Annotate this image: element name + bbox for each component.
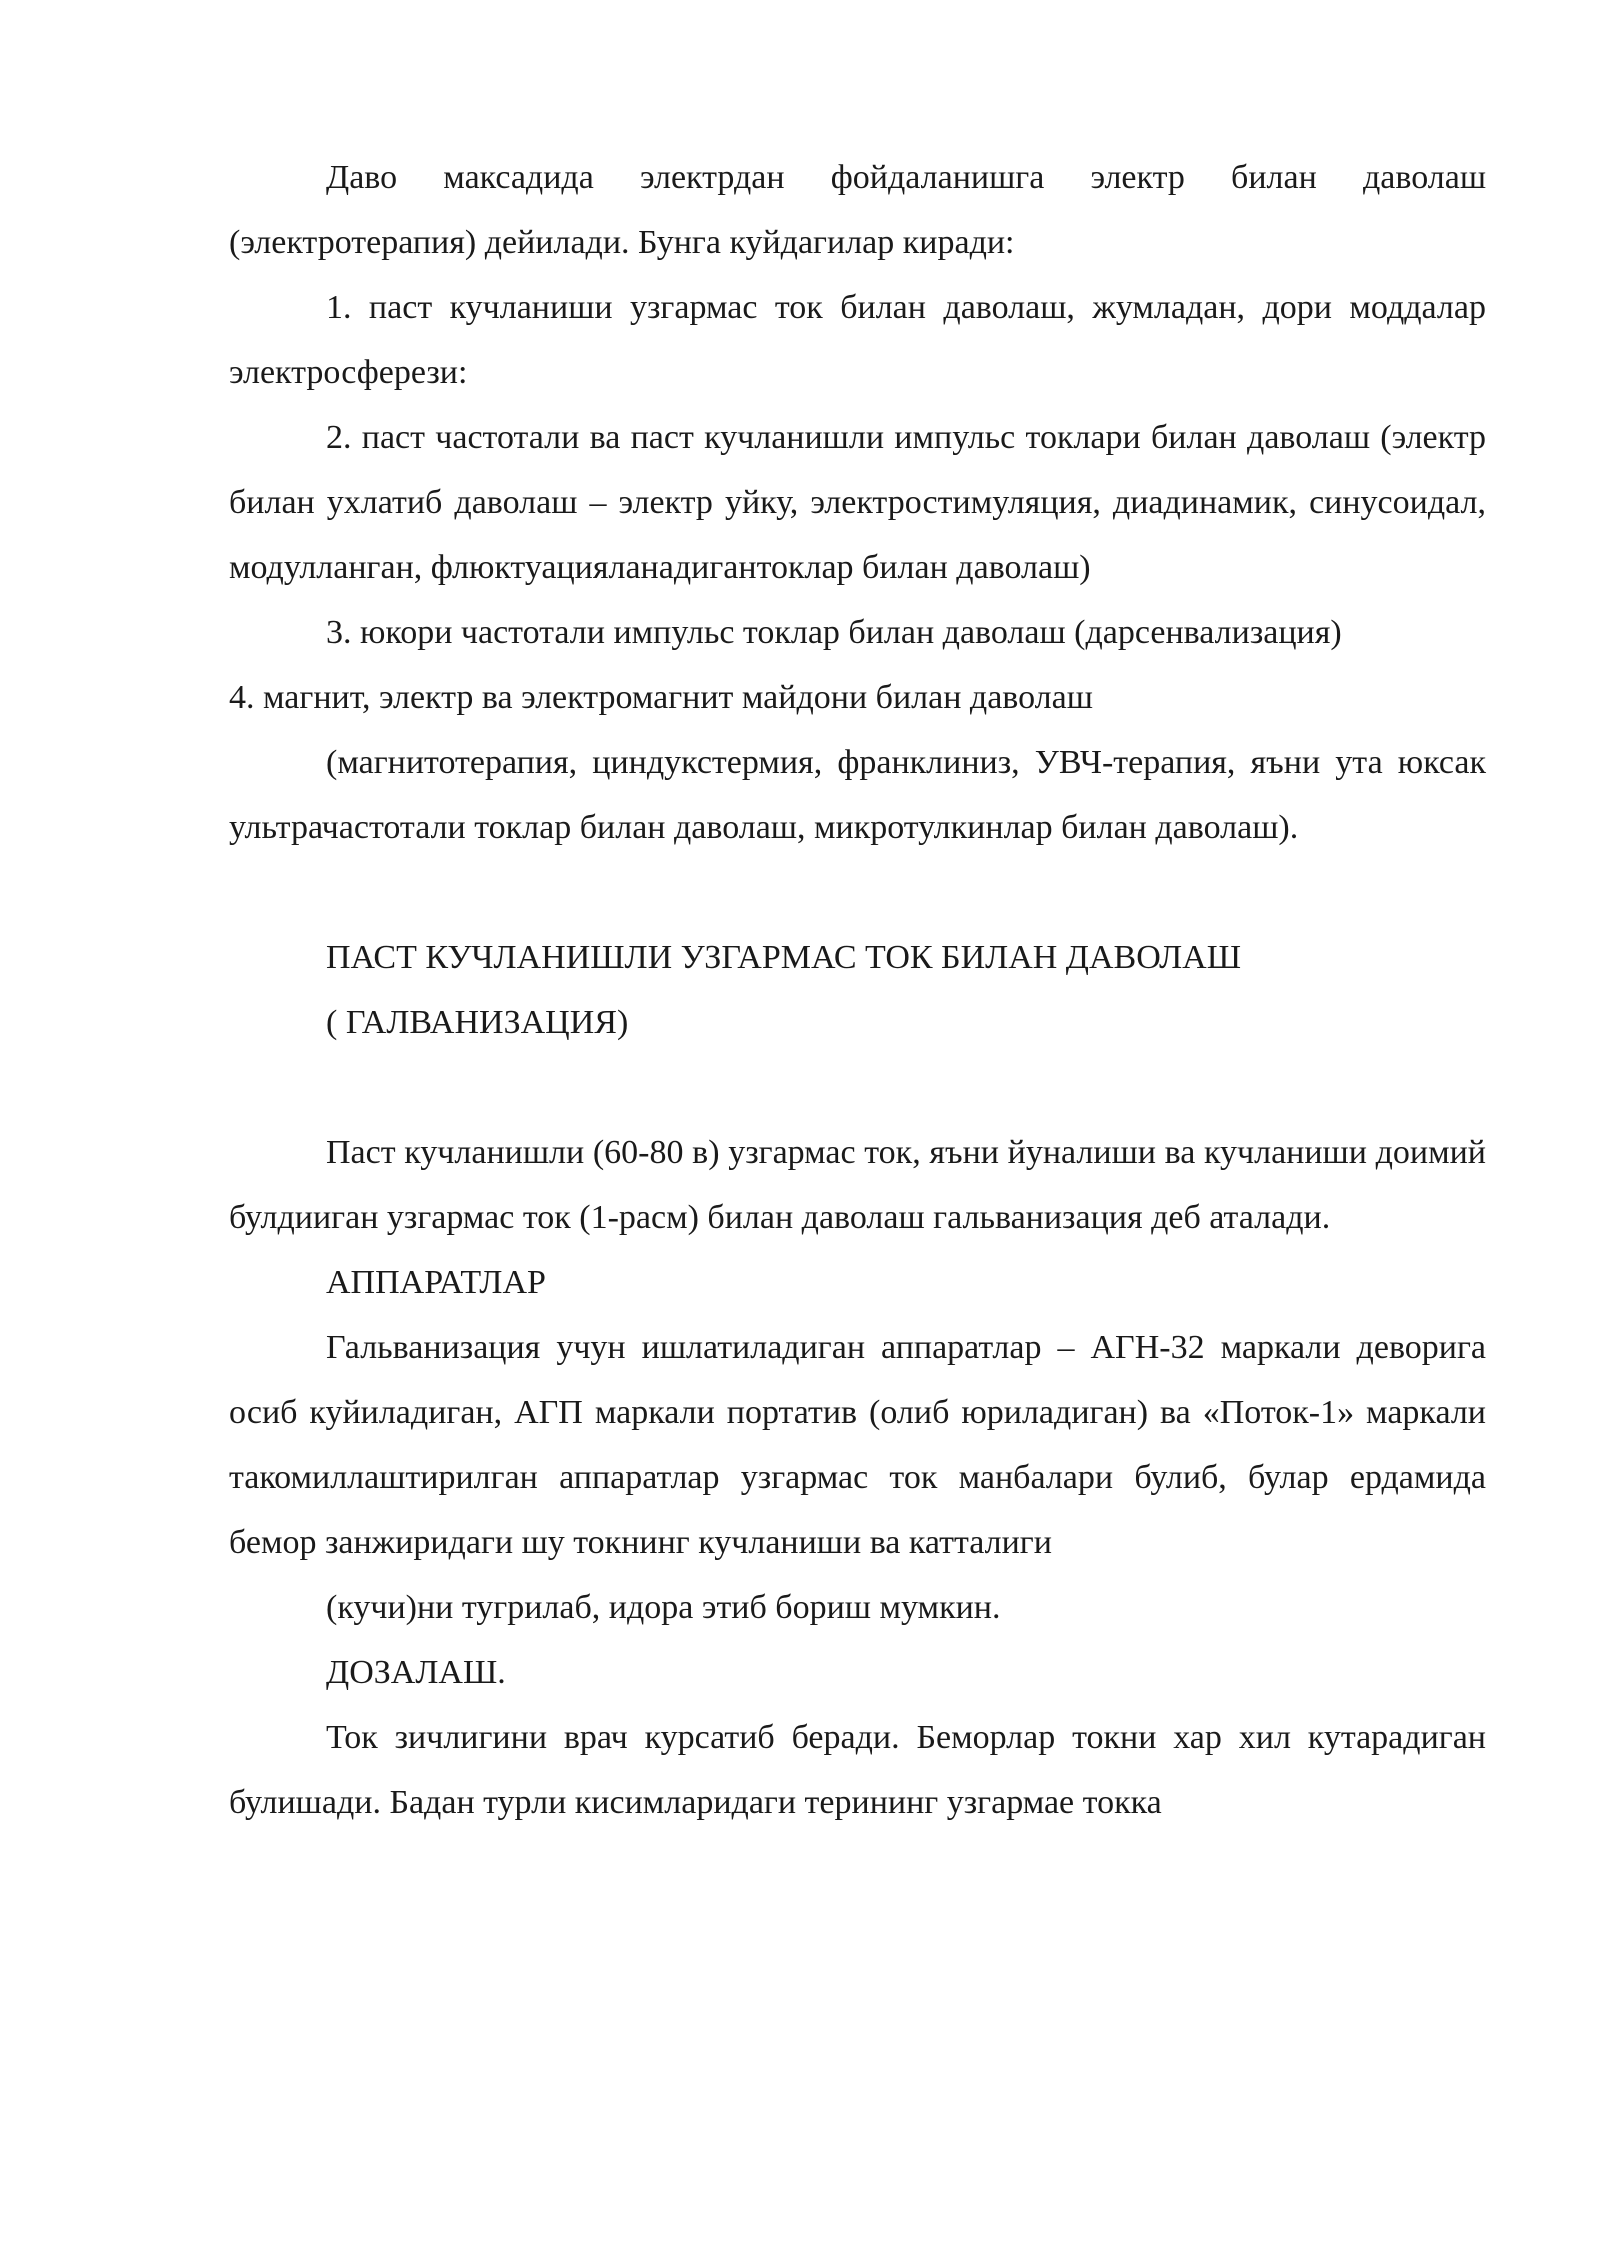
spacer: [229, 1055, 1486, 1120]
document-body: [229, 145, 1486, 1835]
apparatus-paragraph-continuation: (кучи)ни тугрилаб, идора этиб бориш мумкин.: [326, 1589, 1001, 1626]
intro-paragraph: Даво максадида электрдан фойдаланишга электр билан даволаш (электротерапия) дейилади. Бунга куйдагилар киради:: [229, 159, 1486, 261]
apparatus-heading: АППАРАТЛАР: [326, 1264, 546, 1301]
spacer: [229, 860, 1486, 925]
dosage-paragraph: Ток зичлигини врач курсатиб беради. Беморлар токни хар хил кутарадиган булишади. Бадан турли кисимларидаги терининг узгармае токка: [229, 1719, 1486, 1821]
galvanization-paragraph: Паст кучланишли (60-80 в) узгармас ток, яъни йуналиши ва кучланиши доимий булдииган узгармас ток (1-расм) билан даволаш гальванизация деб аталади.: [229, 1134, 1486, 1236]
apparatus-paragraph: Гальванизация учун ишлатиладиган аппаратлар – АГН-32 маркали деворига осиб куйиладиган, АГП маркали портатив (олиб юриладиган) ва «Поток-1» маркали такомиллаштирилган аппаратлар узгармас ток манбалари булиб, булар ердамида бемор занжиридаги шу токнинг кучланиши ва катталиги: [229, 1329, 1486, 1561]
list-item-4: 4. магнит, электр ва электромагнит майдони билан даволаш: [229, 679, 1093, 716]
list-item-4-detail: (магнитотерапия, циндукстермия, франклиниз, УВЧ-терапия, яъни ута юксак ультрачастотали токлар билан даволаш, микротулкинлар билан даволаш).: [229, 744, 1486, 846]
section-heading: ПАСТ КУЧЛАНИШЛИ УЗГАРМАС ТОК БИЛАН ДАВОЛАШ ( ГАЛВАНИЗАЦИЯ): [326, 939, 1241, 1041]
list-item-2: 2. паст частотали ва паст кучланишли импульс токлари билан даволаш (электр билан ухлатиб даволаш – электр уйку, электростимуляция, диадинамик, синусоидал, модулланган, флюктуацияланадигантоклар билан даволаш): [229, 419, 1486, 586]
list-item-3: 3. юкори частотали импульс токлар билан даволаш (дарсенвализация): [326, 614, 1342, 651]
list-item-1: 1. паст кучланиши узгармас ток билан даволаш, жумладан, дори моддалар электросферези:: [229, 289, 1486, 391]
dosage-heading: ДОЗАЛАШ.: [326, 1654, 506, 1691]
